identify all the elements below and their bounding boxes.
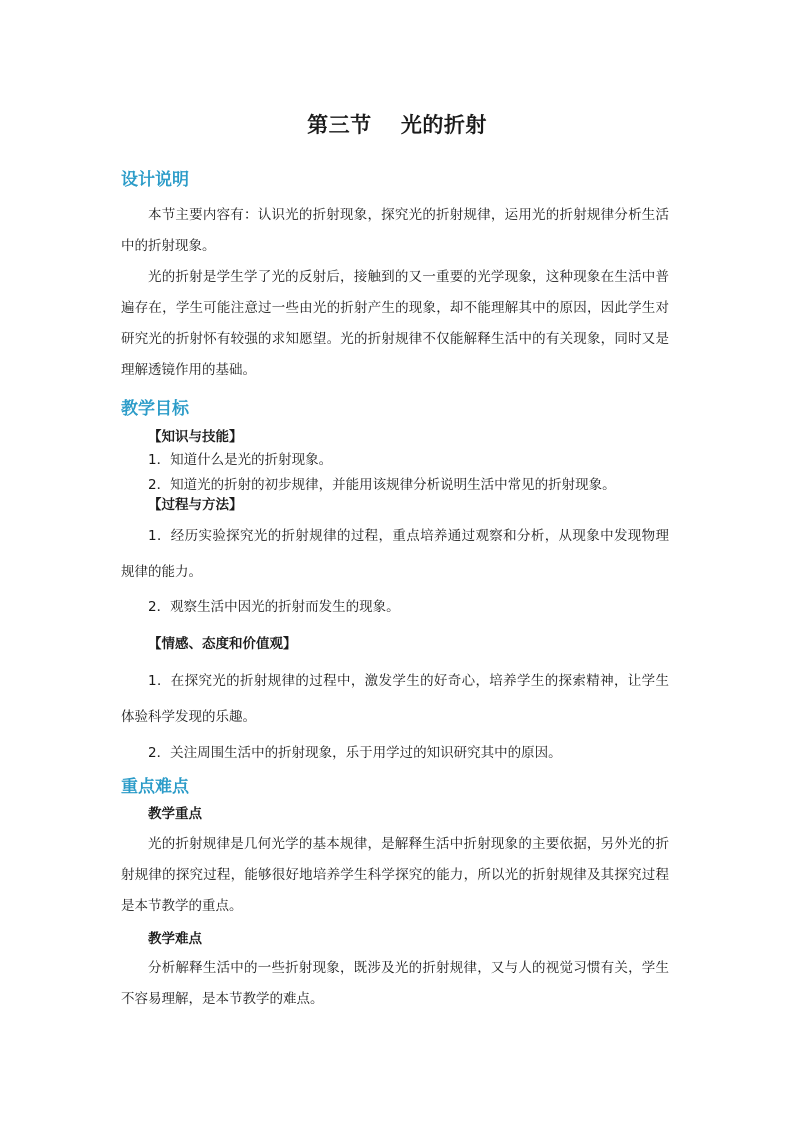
process-item-1: 1．经历实验探究光的折射规律的过程，重点培养通过观察和分析，从现象中发现物理规律的能力。 [121, 528, 669, 580]
section-heading-design: 设计说明 [121, 170, 189, 190]
knowledge-item-1: 1．知道什么是光的折射现象。 [148, 452, 333, 468]
difficulty-label: 教学难点 [148, 931, 202, 947]
knowledge-label: 【知识与技能】 [148, 429, 243, 445]
emotion-item-1: 1．在探究光的折射规律的过程中，激发学生的好奇心，培养学生的探索精神，让学生体验科学发现的乐趣。 [121, 673, 669, 725]
design-paragraph-2: 光的折射是学生学了光的反射后，接触到的又一重要的光学现象，这种现象在生活中普遍存在，学生可能注意过一些由光的折射产生的现象，却不能理解其中的原因，因此学生对研究光的折射怀有较强的求知愿望。光的折射规律不仅能解释生活中的有关现象，同时又是理解透镜作用的基础。 [121, 269, 669, 378]
section-heading-keypoints: 重点难点 [121, 777, 189, 797]
design-paragraph-1: 本节主要内容有：认识光的折射现象，探究光的折射规律，运用光的折射规律分析生活中的折射现象。 [121, 207, 669, 254]
difficulty-paragraph: 分析解释生活中的一些折射现象，既涉及光的折射规律，又与人的视觉习惯有关，学生不容易理解，是本节教学的难点。 [121, 960, 669, 1007]
section-heading-goals: 教学目标 [121, 399, 189, 419]
emotion-item-2: 2．关注周围生活中的折射现象，乐于用学过的知识研究其中的原因。 [148, 745, 562, 761]
process-item-2: 2．观察生活中因光的折射而发生的现象。 [148, 599, 400, 615]
process-label: 【过程与方法】 [148, 497, 243, 513]
focus-label: 教学重点 [148, 806, 202, 822]
knowledge-item-2: 2．知道光的折射的初步规律，并能用该规律分析说明生活中常见的折射现象。 [148, 477, 616, 493]
emotion-label: 【情感、态度和价值观】 [148, 636, 297, 652]
page-title: 第三节 光的折射 [307, 113, 487, 137]
focus-paragraph: 光的折射规律是几何光学的基本规律，是解释生活中折射现象的主要依据，另外光的折射规律的探究过程，能够很好地培养学生科学探究的能力，所以光的折射规律及其探究过程是本节教学的重点。 [121, 836, 669, 914]
